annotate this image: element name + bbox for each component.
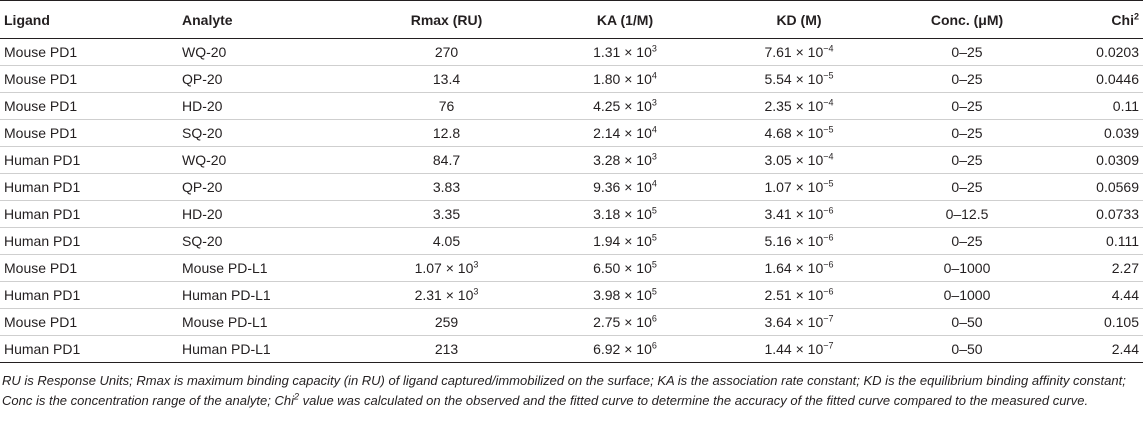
table-row — [0, 39, 1143, 66]
kd-exponent: −6 — [823, 286, 834, 297]
kd-exponent: −5 — [823, 70, 834, 81]
ka-mantissa: 2.75 × 10 — [593, 314, 652, 330]
cell-ligand: Mouse PD1 — [0, 255, 178, 282]
kd-mantissa: 2.51 × 10 — [764, 287, 824, 303]
cell-rmax — [353, 228, 540, 255]
cell-rmax — [353, 147, 540, 174]
kd-mantissa: 1.64 × 10 — [764, 260, 824, 276]
cell-analyte: HD-20 — [178, 93, 353, 120]
cell-ligand: Human PD1 — [0, 201, 178, 228]
ka-exponent: 4 — [651, 178, 657, 189]
kd-exponent: −4 — [823, 97, 834, 108]
ka-exponent: 6 — [651, 313, 657, 324]
table-row — [0, 282, 1143, 309]
ka-exponent: 5 — [651, 259, 657, 270]
rmax-exponent: 3 — [473, 259, 479, 270]
cell-analyte: Human PD-L1 — [178, 282, 353, 309]
cell-kd — [710, 255, 888, 282]
cell-chi: 0.105 — [1046, 309, 1143, 336]
ka-exponent: 4 — [651, 124, 657, 135]
kd-mantissa: 1.07 × 10 — [764, 179, 824, 195]
cell-ka — [540, 66, 710, 93]
ka-exponent: 5 — [651, 286, 657, 297]
cell-analyte: SQ-20 — [178, 228, 353, 255]
rmax-mantissa: 2.31 × 10 — [414, 287, 474, 303]
ka-mantissa: 4.25 × 10 — [593, 98, 652, 114]
ka-exponent: 3 — [651, 151, 657, 162]
cell-conc: 0–1000 — [888, 255, 1046, 282]
cell-chi: 4.44 — [1046, 282, 1143, 309]
cell-conc: 0–50 — [888, 309, 1046, 336]
kd-mantissa: 7.61 × 10 — [764, 44, 824, 60]
cell-ka — [540, 174, 710, 201]
rmax-mantissa: 3.35 — [432, 206, 461, 222]
cell-ligand: Human PD1 — [0, 174, 178, 201]
cell-ligand: Human PD1 — [0, 228, 178, 255]
cell-kd — [710, 309, 888, 336]
cell-conc: 0–25 — [888, 66, 1046, 93]
cell-rmax — [353, 282, 540, 309]
kd-mantissa: 5.54 × 10 — [764, 71, 824, 87]
table-row — [0, 336, 1143, 363]
cell-chi: 0.039 — [1046, 120, 1143, 147]
table-body — [0, 39, 1143, 363]
rmax-exponent: 3 — [473, 286, 479, 297]
ka-mantissa: 1.80 × 10 — [593, 71, 652, 87]
ka-exponent: 3 — [651, 97, 657, 108]
cell-rmax — [353, 93, 540, 120]
table-row — [0, 120, 1143, 147]
cell-conc: 0–25 — [888, 147, 1046, 174]
cell-analyte: Mouse PD-L1 — [178, 255, 353, 282]
header-row — [0, 1, 1143, 39]
kd-mantissa: 2.35 × 10 — [764, 98, 824, 114]
kd-exponent: −7 — [823, 313, 834, 324]
cell-ligand: Mouse PD1 — [0, 120, 178, 147]
cell-analyte: WQ-20 — [182, 44, 227, 60]
rmax-mantissa: 270 — [434, 44, 459, 60]
cell-kd — [710, 147, 888, 174]
rmax-mantissa: 76 — [438, 98, 455, 114]
cell-chi: 2.27 — [1046, 255, 1143, 282]
kd-mantissa: 3.64 × 10 — [764, 314, 824, 330]
header-kd: KD (M) — [710, 1, 888, 39]
cell-rmax — [353, 174, 540, 201]
footnote-text-1: RU is Response Units; Rmax is maximum binding capacity (in RU) of ligand captured/immobilized on the surface; KA is the association rate constant; KD is the equilibrium binding affinity constant; Conc is the concentration range of the analyte; Chi — [2, 373, 1126, 408]
ka-exponent: 5 — [651, 205, 657, 216]
kd-exponent: −6 — [823, 259, 834, 270]
cell-kd — [710, 336, 888, 363]
kd-exponent: −6 — [823, 232, 834, 243]
kd-mantissa: 3.05 × 10 — [764, 152, 824, 168]
table-row — [0, 93, 1143, 120]
rmax-mantissa: 4.05 — [432, 233, 461, 249]
rmax-mantissa: 13.4 — [432, 71, 461, 87]
cell-analyte: QP-20 — [178, 66, 353, 93]
ka-exponent: 4 — [651, 70, 657, 81]
cell-ka — [540, 39, 710, 66]
cell-kd — [710, 93, 888, 120]
cell-conc: 0–1000 — [888, 282, 1046, 309]
cell-rmax — [353, 336, 540, 363]
table-row — [0, 66, 1143, 93]
cell-chi: 0.11 — [1046, 93, 1143, 120]
ka-mantissa: 9.36 × 10 — [593, 179, 652, 195]
cell-ka — [540, 93, 710, 120]
cell-rmax — [353, 120, 540, 147]
cell-conc: 0–50 — [888, 336, 1046, 363]
cell-conc: 0–25 — [951, 44, 983, 60]
rmax-mantissa: 213 — [434, 341, 459, 357]
kd-mantissa: 4.68 × 10 — [764, 125, 824, 141]
ka-mantissa: 6.50 × 10 — [593, 260, 652, 276]
table-row — [0, 201, 1143, 228]
cell-kd — [710, 201, 888, 228]
rmax-mantissa: 84.7 — [432, 152, 461, 168]
cell-ligand: Human PD1 — [0, 147, 178, 174]
cell-chi: 0.0446 — [1046, 66, 1143, 93]
cell-ka — [540, 282, 710, 309]
cell-conc: 0–25 — [888, 120, 1046, 147]
rmax-mantissa: 259 — [434, 314, 459, 330]
cell-rmax — [353, 255, 540, 282]
ka-exponent: 6 — [651, 340, 657, 351]
rmax-mantissa: 1.07 × 10 — [414, 260, 474, 276]
cell-ligand: Human PD1 — [0, 282, 178, 309]
kd-exponent: −4 — [823, 43, 834, 54]
kd-exponent: −7 — [823, 340, 834, 351]
rmax-mantissa: 12.8 — [432, 125, 461, 141]
cell-ligand: Mouse PD1 — [4, 44, 78, 60]
cell-ligand: Human PD1 — [0, 336, 178, 363]
header-ligand: Ligand — [0, 1, 178, 39]
cell-chi: 2.44 — [1046, 336, 1143, 363]
header-chi-base: Chi — [1111, 11, 1134, 28]
table-row — [0, 228, 1143, 255]
cell-chi: 0.0309 — [1046, 147, 1143, 174]
table-footnote — [0, 363, 1143, 411]
cell-rmax — [353, 309, 540, 336]
header-chi — [1046, 1, 1143, 39]
cell-ligand: Mouse PD1 — [0, 309, 178, 336]
rmax-mantissa: 3.83 — [432, 179, 461, 195]
cell-ka — [540, 120, 710, 147]
cell-ka — [540, 228, 710, 255]
ka-mantissa: 2.14 × 10 — [593, 125, 652, 141]
kd-mantissa: 3.41 × 10 — [764, 206, 824, 222]
kd-exponent: −4 — [823, 151, 834, 162]
ka-exponent: 5 — [651, 232, 657, 243]
header-rmax: Rmax (RU) — [353, 1, 540, 39]
cell-conc: 0–25 — [888, 174, 1046, 201]
cell-analyte: WQ-20 — [178, 147, 353, 174]
cell-ka — [540, 309, 710, 336]
cell-ka — [540, 201, 710, 228]
cell-ka — [540, 255, 710, 282]
cell-kd — [710, 282, 888, 309]
header-chi-sup: 2 — [1133, 10, 1139, 21]
cell-ka — [540, 336, 710, 363]
cell-kd — [710, 66, 888, 93]
cell-conc: 0–25 — [888, 228, 1046, 255]
cell-ligand: Mouse PD1 — [0, 93, 178, 120]
cell-kd — [710, 228, 888, 255]
cell-rmax — [353, 66, 540, 93]
cell-analyte: HD-20 — [178, 201, 353, 228]
header-analyte: Analyte — [178, 1, 353, 39]
ka-mantissa: 6.92 × 10 — [593, 341, 652, 357]
table-row — [0, 309, 1143, 336]
cell-rmax — [353, 201, 540, 228]
cell-chi: 0.0733 — [1046, 201, 1143, 228]
cell-kd — [710, 39, 888, 66]
kd-exponent: −5 — [823, 178, 834, 189]
cell-analyte: SQ-20 — [178, 120, 353, 147]
ka-exponent: 3 — [651, 43, 657, 54]
ka-mantissa: 3.98 × 10 — [593, 287, 652, 303]
cell-kd — [710, 174, 888, 201]
ka-mantissa: 1.94 × 10 — [593, 233, 652, 249]
kd-exponent: −6 — [823, 205, 834, 216]
cell-analyte: QP-20 — [178, 174, 353, 201]
ka-mantissa: 3.18 × 10 — [593, 206, 652, 222]
cell-chi: 0.0203 — [1096, 44, 1139, 60]
cell-chi: 0.111 — [1046, 228, 1143, 255]
header-ka: KA (1/M) — [540, 1, 710, 39]
ka-mantissa: 1.31 × 10 — [593, 44, 652, 60]
cell-chi: 0.0569 — [1046, 174, 1143, 201]
table-row — [0, 255, 1143, 282]
cell-kd — [710, 120, 888, 147]
cell-rmax — [353, 39, 540, 66]
kd-mantissa: 1.44 × 10 — [764, 341, 824, 357]
cell-ligand: Mouse PD1 — [0, 66, 178, 93]
cell-ka — [540, 147, 710, 174]
table-header — [0, 1, 1143, 39]
table-row — [0, 174, 1143, 201]
cell-conc: 0–25 — [888, 93, 1046, 120]
footnote-sup: 2 — [293, 391, 299, 402]
cell-conc: 0–12.5 — [888, 201, 1046, 228]
footnote-text-2: value was calculated on the observed and the fitted curve to determine the accuracy of the fitted curve compared to the measured curve. — [298, 393, 1089, 408]
cell-analyte: Mouse PD-L1 — [178, 309, 353, 336]
ka-mantissa: 3.28 × 10 — [593, 152, 652, 168]
table-row — [0, 147, 1143, 174]
kd-exponent: −5 — [823, 124, 834, 135]
kd-mantissa: 5.16 × 10 — [764, 233, 824, 249]
header-conc: Conc. (μM) — [888, 1, 1046, 39]
cell-analyte: Human PD-L1 — [178, 336, 353, 363]
